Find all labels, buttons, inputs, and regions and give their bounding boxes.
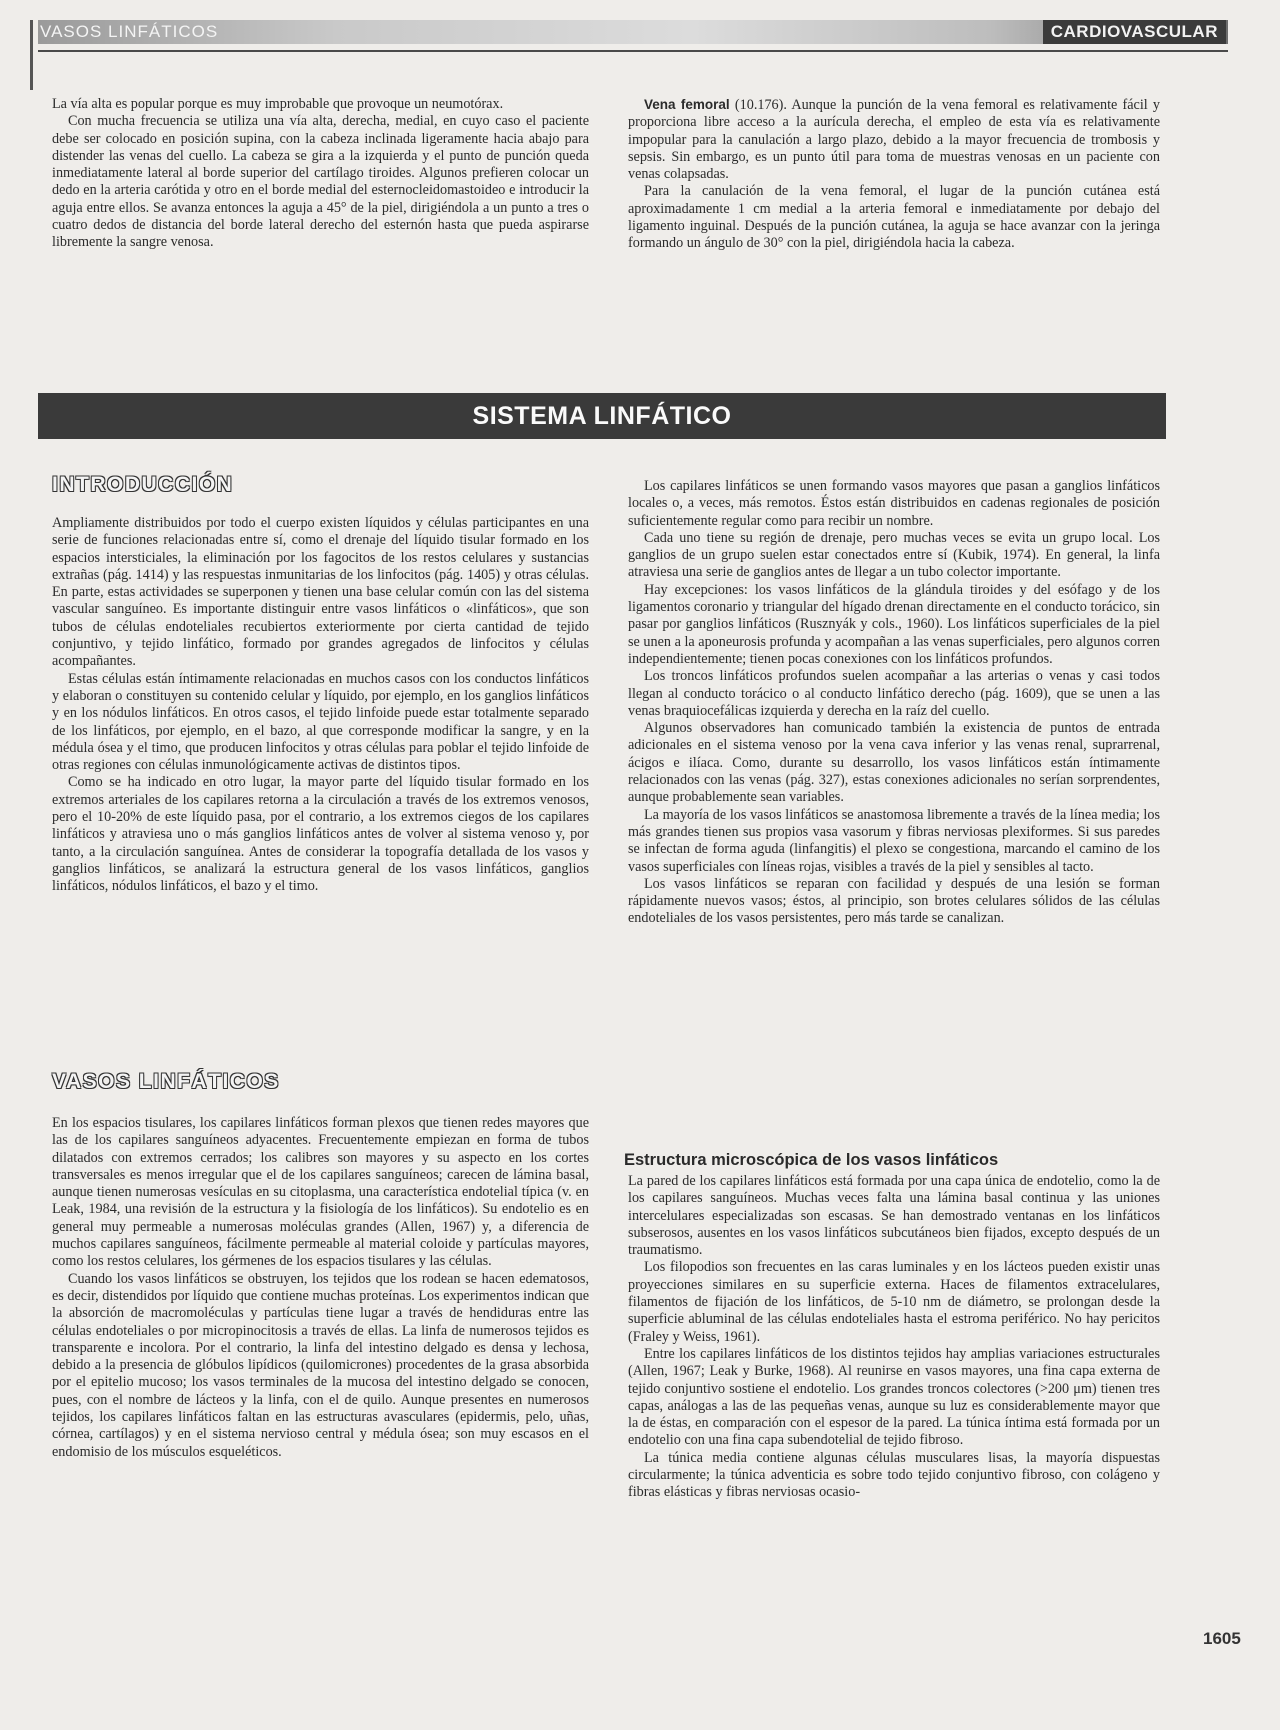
paragraph: Cada uno tiene su región de drenaje, pero muchas veces se evita un grupo local. Los ganglios de un grupo suelen estar conectados entre sí (Kubik, 1974). En general, la linfa atraviesa una serie de ganglios antes de llegar a un tubo colector importante. bbox=[628, 529, 1160, 581]
binding-mark bbox=[30, 20, 33, 90]
paragraph: Para la canulación de la vena femoral, el lugar de la punción cutánea está aproximadamente 1 cm medial a la arteria femoral e inmediatamente por debajo del ligamento inguinal. Después de la punción cutánea, la aguja se hace avanzar con la jeringa formando un ángulo de 30° con la piel, dirigiéndola hacia la cabeza. bbox=[628, 183, 1160, 252]
paragraph: Hay excepciones: los vasos linfáticos de la glándula tiroides y del esófago y de los ligamentos coronario y triangular del hígado drenan directamente en el conducto torácico, sin pasar por ganglios linfáticos (Rusznyák y cols., 1960). Los linfáticos superficiales de la piel se unen a la aponeurosis profunda y acompañan a las venas superficiales, pero algunos corren independientemente; tienen pocas conexiones con los linfáticos profundos. bbox=[628, 581, 1160, 667]
section-heading-vasos-linfaticos: VASOS LINFÁTICOS bbox=[52, 1070, 280, 1093]
paragraph-text: Aunque la punción de la vena femoral es relativamente fácil y proporciona libre acceso a la aurícula derecha, el empleo de esta vía es relativamente impopular para la canulación a largo plazo, debido a la mayor frecuencia de trombosis y sepsis. Sin embargo, es un punto útil para toma de muestras venosas en un paciente con venas colapsadas. bbox=[628, 97, 1161, 183]
section-heading-introduccion: INTRODUCCIÓN bbox=[52, 473, 234, 496]
right-main-column bbox=[628, 478, 1160, 928]
paragraph: Cuando los vasos linfáticos se obstruyen, los tejidos que los rodean se hacen edematosos, es decir, distendidos por líquido que contiene muchas proteínas. Los experimentos indican que la absorción de macromoléculas y partículas tiene lugar a través de hendiduras entre las células endoteliales o por micropinocitosis a través de ellas. La linfa de numerosos tejidos es transparente e incolora. Por el contrario, la linfa del intestino delgado es densa y lechosa, debido a la presencia de glóbulos lipídicos (quilomicrones) procedentes de la grasa absorbida por el epitelio mucoso; los vasos terminales de la mucosa del intestino delgado se conocen, pues, con el nombre de lácteos y la linfa, con el de quilo. Aunque presentes en numerosos tejidos, los capilares linfáticos faltan en las estructuras avasculares (epidermis, pelo, uñas, córnea, cartílagos) y en el sistema nervioso central y médula ósea; son muy escasos en el endomisio de los músculos esqueléticos. bbox=[52, 1270, 589, 1460]
paragraph: La vía alta es popular porque es muy improbable que provoque un neumotórax. bbox=[52, 96, 504, 112]
paragraph: En los espacios tisulares, los capilares linfáticos forman plexos que tienen redes mayores que las de los capilares sanguíneos adyacentes. Frecuentemente empiezan en forma de tubos dilatados con extremos cerrados; los calibres son mayores y su aspecto en los cortes transversales es menos irregular que el de los capilares sanguíneos; carecen de lámina basal, aunque tienen numerosas vesículas en su citoplasma, una característica endotelial típica (v. en Leak, 1984, una revisión de la estructura y la fisiología de los linfáticos). Su endotelio es en general muy permeable a numerosas moléculas grandes (Allen, 1967) y, a diferencia de muchos capilares sanguíneos, fácilmente permeable al material coloide y partículas mayores, como los restos celulares, los gérmenes de los espacios tisulares y las células. bbox=[52, 1115, 589, 1270]
paragraph: Algunos observadores han comunicado también la existencia de puntos de entrada adicionales en el sistema venoso por la vena cava inferior y las venas renal, suprarrenal, ácigos e ilíaca. Como, durante su desarrollo, los vasos linfáticos están íntimamente relacionados con las venas (pág. 327), estas conexiones adicionales no serían sorprendentes, aunque probablemente sean variables. bbox=[628, 720, 1160, 806]
top-right-column bbox=[628, 96, 1160, 253]
header-rule bbox=[38, 50, 1228, 52]
vasos-column bbox=[52, 1115, 589, 1461]
page-number: 1605 bbox=[1203, 1629, 1241, 1648]
introduction-column bbox=[52, 515, 589, 896]
paragraph: Los troncos linfáticos profundos suelen acompañar a las arterias o venas y casi todos llegan al conducto torácico o al conducto linfático derecho (pág. 1609), que se unen a las venas braquiocefálicas izquierda y derecha en la raíz del cuello. bbox=[628, 668, 1160, 719]
paragraph: Los vasos linfáticos se reparan con facilidad y después de una lesión se forman rápidamente nuevos vasos; éstos, al principio, son brotes celulares sólidos de las células endoteliales de los vasos persistentes, pero más tarde se canalizan. bbox=[628, 875, 1160, 927]
figure-reference: (10.176). bbox=[734, 97, 787, 113]
running-header-chapter: CARDIOVASCULAR bbox=[1043, 20, 1226, 44]
paragraph bbox=[628, 96, 1160, 183]
chapter-banner: SISTEMA LINFÁTICO bbox=[38, 393, 1166, 439]
top-left-column bbox=[52, 96, 589, 252]
paragraph: Entre los capilares linfáticos de los distintos tejidos hay amplias variaciones estructurales (Allen, 1967; Leak y Burke, 1968). Al reunirse en vasos mayores, una fina capa externa de tejido conjuntivo sostiene el endotelio. Los grandes troncos colectores (>200 μm) tienen tres capas, análogas a las de las pequeñas venas, aunque su luz es considerablemente mayor que la de éstas, en comparación con el espesor de la pared. La túnica íntima está formada por un endotelio con una fina capa subendotelial de tejido fibroso. bbox=[628, 1345, 1160, 1449]
subsection-heading-microscopic: Estructura microscópica de los vasos linfáticos bbox=[624, 1151, 999, 1169]
paragraph: Ampliamente distribuidos por todo el cuerpo existen líquidos y células participantes en una serie de funciones relacionadas entre sí, como el drenaje del líquido tisular formado en los espacios intersticiales, la eliminación por los fagocitos de los restos celulares y sustancias extrañas (pág. 1414) y las respuestas inmunitarias de los linfocitos (pág. 1405) y otras células. En parte, estas actividades se superponen y tienen una base celular común con las del sistema vascular sanguíneo. Es importante distinguir entre vasos linfáticos o «linfáticos», que son tubos de células endoteliales recubiertos exteriormente por cierta cantidad de tejido conjuntivo, y tejido linfático, formado por grandes agregados de linfocitos y células acompañantes. bbox=[52, 515, 589, 670]
lead-term: Vena femoral bbox=[644, 97, 730, 112]
paragraph: La pared de los capilares linfáticos está formada por una capa única de endotelio, como la de los capilares sanguíneos. Muchas veces falta una lámina basal continua y las uniones intercelulares especializadas son escasas. Se han demostrado ventanas en los linfáticos subserosos, ausentes en los vasos linfáticos subcutáneos bien fijados, excepto después de un traumatismo. bbox=[628, 1173, 1160, 1259]
paragraph: Estas células están íntimamente relacionadas en muchos casos con los conductos linfáticos y elaboran o constituyen su contenido celular y líquido, por ejemplo, en los ganglios linfáticos y en los nódulos linfáticos. En otros casos, el tejido linfoide puede estar totalmente separado de los linfáticos, por ejemplo, en el bazo, al que corresponde modificar la sangre, y en la médula ósea y el timo, que producen linfocitos y otras células para poblar el tejido linfoide de otras regiones con células inmunológicamente activas de distintos tipos. bbox=[52, 670, 589, 774]
paragraph: Los filopodios son frecuentes en las caras luminales y en los lácteos pueden existir unas proyecciones similares en su superficie externa. Haces de filamentos extracelulares, filamentos de fijación de los linfáticos, de 5-10 nm de diámetro, se prolongan desde la superficie abluminal de las células endoteliales hasta el estroma periférico. No hay pericitos (Fraley y Weiss, 1961). bbox=[628, 1259, 1160, 1345]
paragraph: La túnica media contiene algunas células musculares lisas, la mayoría dispuestas circularmente; la túnica adventicia es sobre todo tejido conjuntivo fibroso, con colágeno y fibras elásticas y fibras nerviosas ocasio- bbox=[628, 1449, 1160, 1501]
microscopic-column bbox=[628, 1173, 1160, 1502]
running-header-section: VASOS LINFÁTICOS bbox=[40, 22, 219, 41]
paragraph: La mayoría de los vasos linfáticos se anastomosa libremente a través de la línea media; los más grandes tienen sus propios vasa vasorum y fibras nerviosas plexiformes. Si sus paredes se infectan de forma aguda (linfangitis) el plexo se congestiona, marcando el camino de los vasos superficiales con líneas rojas, visibles a través de la piel y sensibles al tacto. bbox=[628, 806, 1160, 875]
paragraph: Con mucha frecuencia se utiliza una vía alta, derecha, medial, en cuyo caso el paciente debe ser colocado en posición supina, con la cabeza inclinada ligeramente hacia abajo para distender las venas del cuello. La cabeza se gira a la izquierda y el punto de punción queda inmediatamente lateral al borde superior del cartílago tiroides. Algunos prefieren colocar un dedo en la arteria carótida y otro en el borde medial del esternocleidomastoideo e introducir la aguja entre ellos. Se avanza entonces la aguja a 45° de la piel, dirigiéndola a un punto a tres o cuatro dedos de distancia del borde lateral derecho del esternón hasta que pueda aspirarse libremente la sangre venosa. bbox=[52, 113, 589, 251]
paragraph: Como se ha indicado en otro lugar, la mayor parte del líquido tisular formado en los extremos arteriales de los capilares retorna a la circulación a través de los extremos venosos, pero el 10-20% de este líquido pasa, por el contrario, a los extremos ciegos de los capilares linfáticos y atraviesa uno o más ganglios linfáticos antes de volver al sistema venoso y, por tanto, a la circulación sanguínea. Antes de considerar la topografía detallada de los vasos y ganglios linfáticos, se analizará la estructura general de los vasos linfáticos, ganglios linfáticos, nódulos linfáticos, el bazo y el timo. bbox=[52, 774, 589, 895]
paragraph: Los capilares linfáticos se unen formando vasos mayores que pasan a ganglios linfáticos locales o, a veces, más remotos. Éstos están distribuidos en cadenas regionales de posición suficientemente regular como para recibir un nombre. bbox=[628, 478, 1160, 529]
